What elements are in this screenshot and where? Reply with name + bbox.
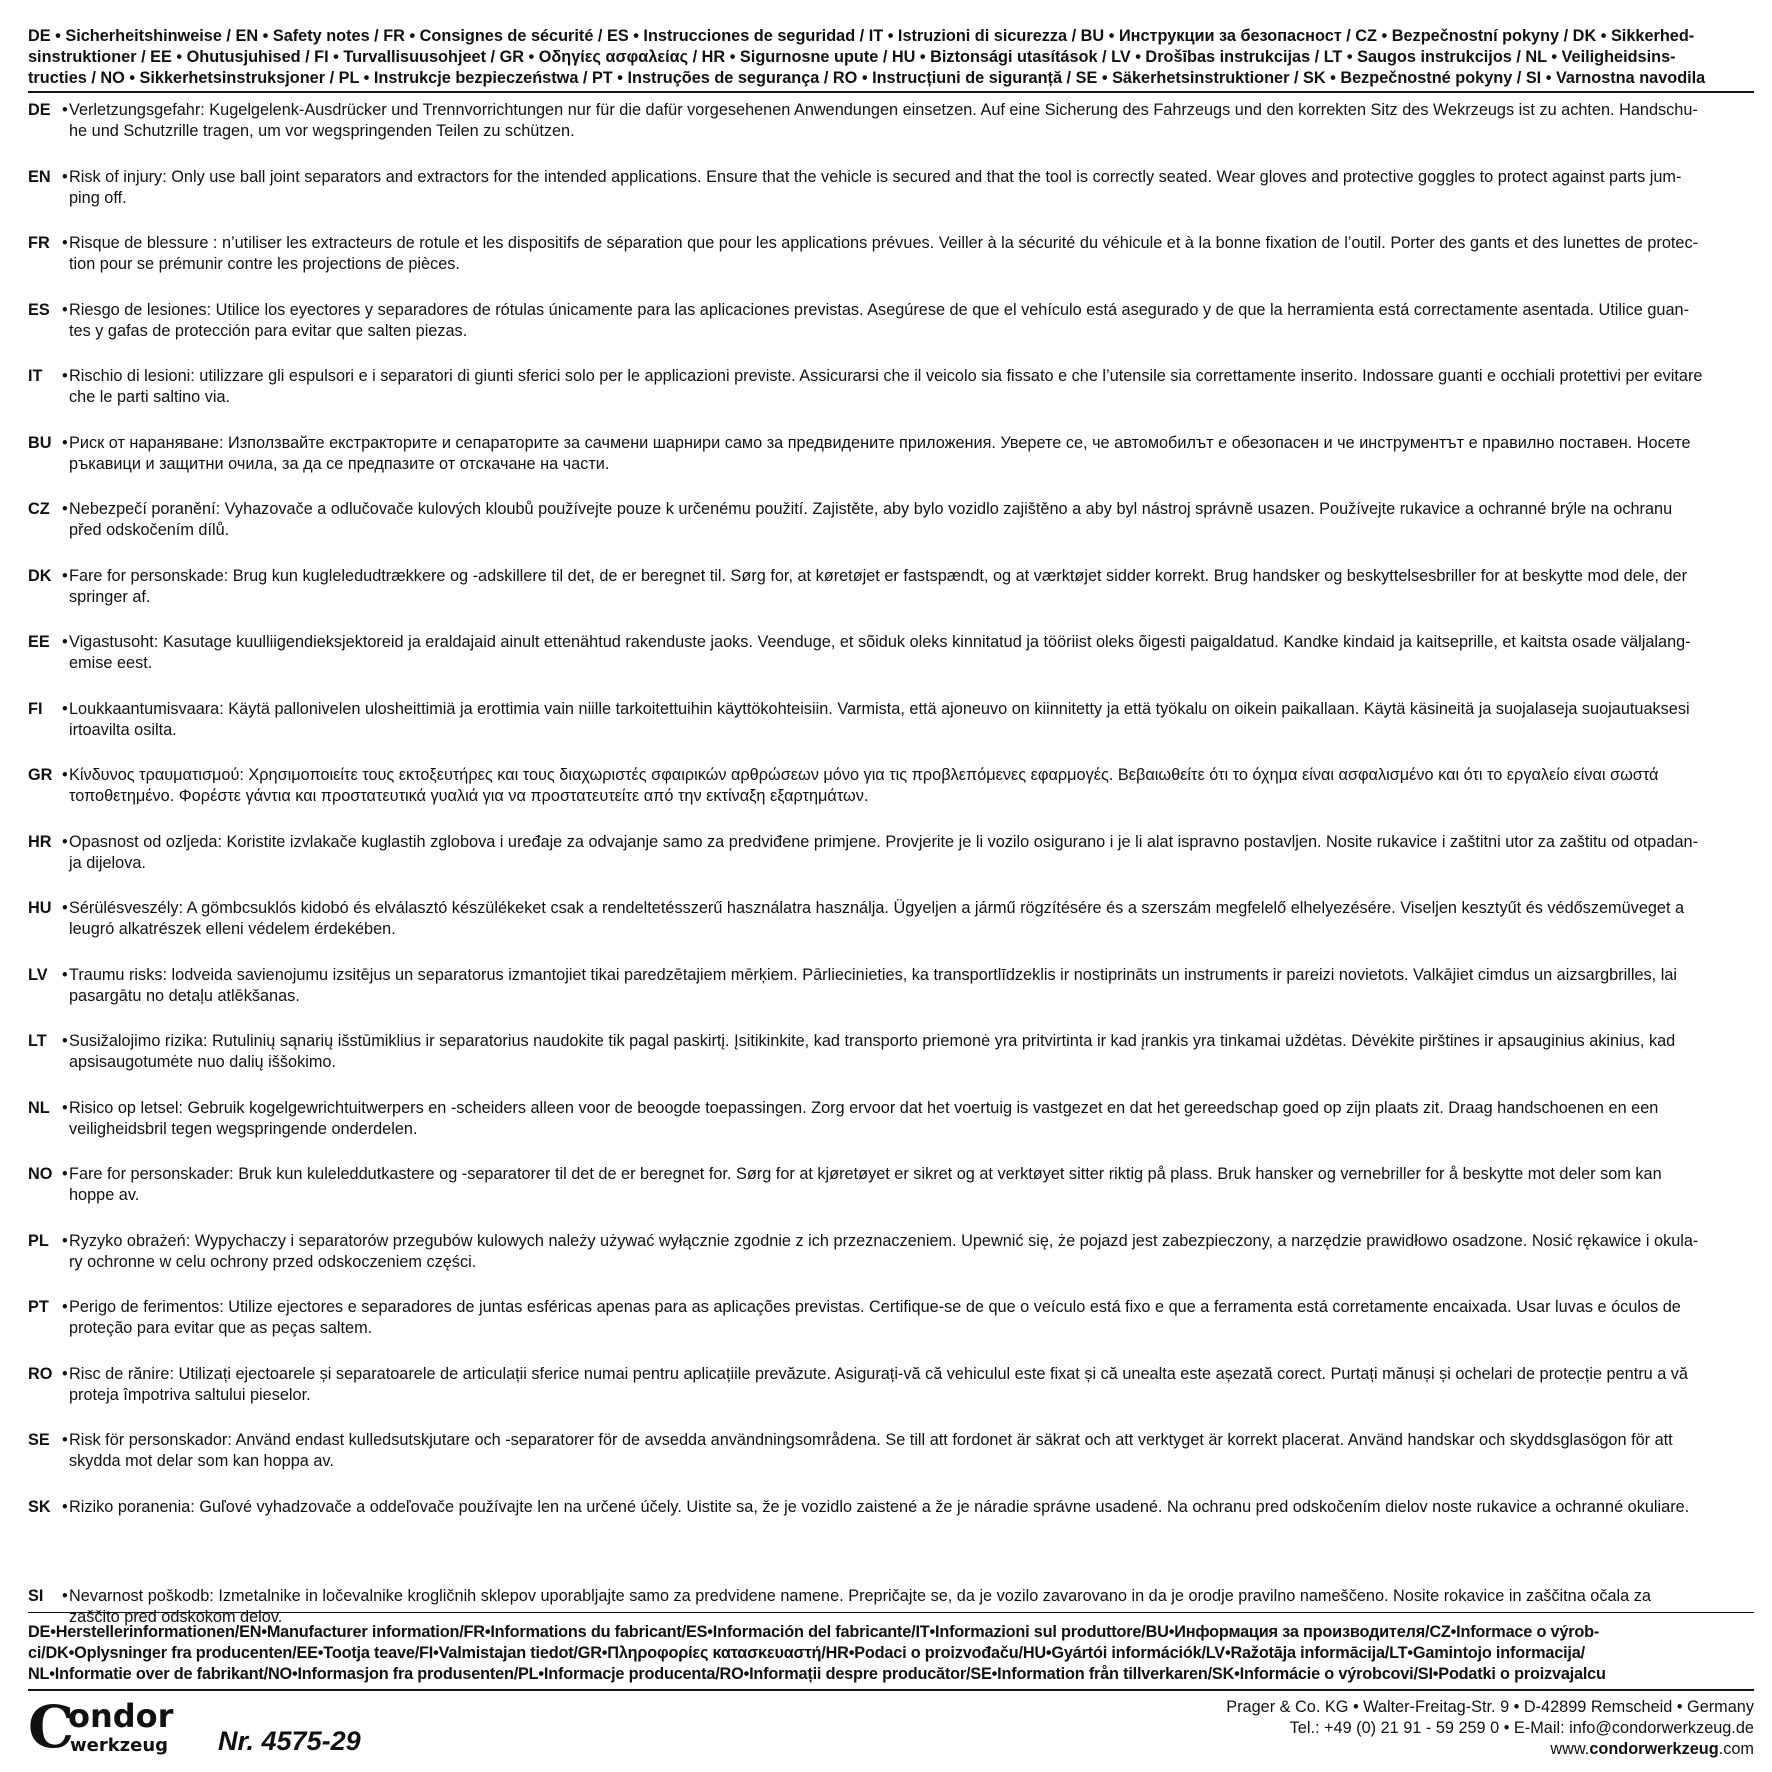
website-domain: condorwerkzeug — [1589, 1740, 1719, 1758]
logo-subtitle: werkzeug — [70, 1735, 169, 1756]
language-code: BU — [28, 434, 52, 452]
contact-line: Tel.: +49 (0) 21 91 - 59 259 0 • E-Mail: info@condorwerkzeug.de — [1289, 1719, 1754, 1737]
safety-note-text: Loukkaantumisvaara: Käytä pallonivelen ulosheittimiä ja erottimia vain niille tarkoitettuihin käyttökohteisiin. Varmista, että ajoneuvo on kiinnitetty ja että työkalu on oikein paikallaan. Käytä käsineitä ja suojalaseja suojautuaksesi irtoavilta osilta. — [69, 700, 1690, 739]
safety-note-text: Risico op letsel: Gebruik kogelgewrichtuitwerpers en -scheiders alleen voor de beoogde toepassingen. Zorg ervoor dat het voertuig is vastgezet en dat het gereedschap goed op zijn plaats zit. Draag handschoenen en een veiligheidsbril tegen wegspringende onderdelen. — [69, 1099, 1659, 1138]
language-code: EN — [28, 168, 51, 186]
bullet-separator: • — [62, 101, 68, 119]
bullet-separator: • — [62, 367, 68, 385]
language-code: LT — [28, 1032, 47, 1050]
bullet-separator: • — [62, 567, 68, 585]
safety-note-text: Risque de blessure : n’utiliser les extracteurs de rotule et les dispositifs de séparation que pour les applications prévues. Veiller à la sécurité du véhicule et à la bonne fixation de l’outil. Porter des gants et des lunettes de protec- tion pour se prémunir contre les projections de pièces. — [69, 234, 1699, 273]
bullet-separator: • — [62, 500, 68, 518]
address-line: Prager & Co. KG • Walter-Freitag-Str. 9 • D-42899 Remscheid • Germany — [1226, 1698, 1754, 1716]
bullet-separator: • — [62, 1431, 68, 1449]
safety-note-text: Perigo de ferimentos: Utilize ejectores e separadores de juntas esféricas apenas para as aplicações previstas. Certifique-se de que o veículo está fixo e que a ferramenta está corretamente encaixada. Usar luvas e óculos de proteção para evitar que as peças saltem. — [69, 1298, 1681, 1337]
language-code: FR — [28, 234, 50, 252]
safety-note-text: Opasnost od ozljeda: Koristite izvlakače kuglastih zglobova i uređaje za odvajanje samo za predviđene primjene. Provjerite je li vozilo osigurano i je li alat ispravno postavljen. Nosite rukavice i zaštitni utor za zaštitu od otpadan- ja dijelova. — [69, 833, 1698, 872]
safety-note-text: Riesgo de lesiones: Utilice los eyectores y separadores de rótulas únicamente para las aplicaciones previstas. Asegúrese de que el vehículo está asegurado y de que la herramienta está correctamente asentada. Utilice guan- tes y gafas de protección para evitar que salten piezas. — [69, 301, 1690, 340]
safety-note-text: Verletzungsgefahr: Kugelgelenk-Ausdrücker und Trennvorrichtungen nur für die dafür vorgesehenen Anwendungen einsetzen. Auf eine Sicherung des Fahrzeugs und den korrekten Sitz des Wekrzeugs ist zu achten. Handschu- he und Schutzrille tragen, um vor wegspringenden Teilen zu schützen. — [69, 101, 1698, 140]
safety-note-text: Риск от нараняване: Използвайте екстракторите и сепараторите за сачмени шарнири само за предвидените приложения. Уверете се, че автомобилът е обезопасен и че инструментът е правилно поставен. Носете ръкавици и защитни очила, за да се предпазите от отскачане на части. — [69, 434, 1691, 473]
bullet-separator: • — [62, 234, 68, 252]
bullet-separator: • — [62, 434, 68, 452]
header-title: DE • Sicherheitshinweise / EN • Safety notes / FR • Consignes de sécurité / ES • Instrucciones de seguridad / IT • Istruzioni di sicurezza / BU • Инструкции за безопасност / CZ • Bezpečnostní pokyny / DK • Sikkerhed- sinstruktioner / EE • Ohutusjuhised / FI • Turvallisuusohjeet / GR • Οδηγίες ασφαλείας / HR • Sigurnosne upute / HU • Biztonsági utasítások / LV • Drošības instrukcijas / LT • Saugos instrukcijos / NL • Veiligheidsins- tructies / NO • Sikkerhetsinstruksjoner / PL • Instrukcje bezpieczeństwa / PT • Instruções de segurança / RO • Instrucțiuni de siguranță / SE • Säkerhetsinstruktioner / SK • Bezpečnostné pokyny / SI • Varnostna navodila — [28, 27, 1706, 87]
website-link[interactable] — [1226, 1739, 1754, 1760]
bullet-separator: • — [62, 168, 68, 186]
bullet-separator: • — [62, 1498, 68, 1516]
manufacturer-address — [1226, 1697, 1754, 1760]
bullet-separator: • — [62, 1587, 68, 1605]
safety-note-text: Risk of injury: Only use ball joint separators and extractors for the intended applications. Ensure that the vehicle is secured and that the tool is correctly seated. Wear gloves and protective goggles to protect against parts jum- ping off. — [69, 168, 1682, 207]
safety-note-text: Traumu risks: lodveida savienojumu izsitējus un separatorus izmantojiet tikai paredzētajiem mērķiem. Pārliecinieties, ka transportlīdzeklis ir nostiprināts un instruments ir pareizi novietots. Valkājiet cimdus un aizsargbrilles, lai pasargātu no detaļu atlēkšanas. — [69, 966, 1677, 1005]
header-divider — [28, 91, 1754, 93]
footer-divider — [28, 1689, 1754, 1691]
website-prefix: www. — [1550, 1740, 1590, 1758]
safety-note-text: Riziko poranenia: Guľové vyhadzovače a oddeľovače používajte len na určené účely. Uistite sa, že je vozidlo zaistené a že je náradie správne usadené. Na ochranu pred odskočením dielov noste rukavice a ochranné okuliare. — [69, 1498, 1690, 1516]
bullet-separator: • — [62, 301, 68, 319]
safety-note-text: Susižalojimo rizika: Rutulinių sąnarių išstūmiklius ir separatorius naudokite tik pagal paskirtį. Įsitikinkite, kad transporto priemonė yra pritvirtinta ir kad įrankis yra tinkamai uždėtas. Dėvėkite pirštines ir apsauginius akinius, kad apsisaugotumėte nuo dalių iššokimo. — [69, 1032, 1676, 1071]
language-code: SI — [28, 1587, 44, 1605]
safety-note-text: Fare for personskader: Bruk kun kuleleddutkastere og -separatorer til det de er beregnet for. Sørg for at kjøretøyet er sikret og at verktøyet sitter riktig på plass. Bruk hansker og vernebriller for å beskytte mot deler som kan hoppe av. — [69, 1165, 1662, 1204]
safety-note-text: Sérülésveszély: A gömbcsuklós kidobó és elválasztó készülékeket csak a rendeltetésszerű használatra használja. Ügyeljen a jármű rögzítésére és a szerszám megfelelő elhelyezésére. Viseljen kesztyűt és védőszemüveget a leugró alkatrészek elleni védelem érdekében. — [69, 899, 1685, 938]
language-code: EE — [28, 633, 50, 651]
language-code: DE — [28, 101, 51, 119]
safety-note-text: Ryzyko obrażeń: Wypychaczy i separatorów przegubów kulowych należy używać wyłącznie zgodnie z ich przeznaczeniem. Upewnić się, że pojazd jest zabezpieczony, a narzędzie prawidłowo osadzone. Nosić rękawice i okula- ry ochronne w celu ochrony przed odskoczeniem części. — [69, 1232, 1699, 1271]
language-code: FI — [28, 700, 43, 718]
language-code: ES — [28, 301, 50, 319]
bullet-separator: • — [62, 1298, 68, 1316]
safety-note-text: Vigastusoht: Kasutage kuulliigendieksjektoreid ja eraldajaid ainult ettenähtud rakenduste jaoks. Veenduge, et sõiduk oleks kinnitatud ja tööriist oleks õigesti paigaldatud. Kandke kindaid ja kaitseprille, et kaitsta osade väljalang- emise eest. — [69, 633, 1691, 672]
website-suffix: .com — [1718, 1740, 1754, 1758]
bullet-separator: • — [62, 700, 68, 718]
bullet-separator: • — [62, 1232, 68, 1250]
bullet-separator: • — [62, 1032, 68, 1050]
safety-note-text: Risk för personskador: Använd endast kulledsutskjutare och -separatorer för de avsedda användningsområdena. Se till att fordonet är säkrat och att verktyget är korrekt placerat. Använd handskar och skyddsglasögon för att skydda mot delar som kan hoppa av. — [69, 1431, 1673, 1470]
safety-note-text: Nebezpečí poranění: Vyhazovače a odlučovače kulových kloubů používejte pouze k určenému použití. Zajistěte, aby bylo vozidlo zajištěno a aby byl nástroj správně usazen. Používejte rukavice a ochranné brýle na ochranu před odskočením dílů. — [69, 500, 1673, 539]
language-code: HR — [28, 833, 52, 851]
bullet-separator: • — [62, 899, 68, 917]
model-number: Nr. 4575-29 — [218, 1726, 361, 1756]
bullet-separator: • — [62, 833, 68, 851]
footer-top-divider — [28, 1612, 1754, 1613]
language-code: GR — [28, 766, 53, 784]
bullet-separator: • — [62, 966, 68, 984]
logo-initial: C — [28, 1697, 75, 1759]
language-code: RO — [28, 1365, 53, 1383]
language-code: SE — [28, 1431, 50, 1449]
safety-note-text: Nevarnost poškodb: Izmetalnike in ločevalnike krogličnih sklepov uporabljajte samo za predvidene namene. Prepričajte se, da je vozilo zavarovano in da je orodje pravilno nameščeno. Nosite rokavice in zaščitna očala za zaščito pred odskokom delov. — [69, 1587, 1651, 1626]
language-code: PT — [28, 1298, 49, 1316]
bullet-separator: • — [62, 1365, 68, 1383]
safety-note-text: Fare for personskade: Brug kun kugleledudtrækkere og -adskillere til det, de er beregnet til. Sørg for, at køretøjet er fastspændt, og at værktøjet sidder korrekt. Brug handsker og beskyttelsesbriller for at beskytte mod dele, der springer af. — [69, 567, 1688, 606]
bullet-separator: • — [62, 1099, 68, 1117]
language-code: SK — [28, 1498, 51, 1516]
footer-title: DE•Herstellerinformationen/EN•Manufacturer information/FR•Informations du fabricant/ES•Información del fabricante/IT•Informazioni sul produttore/BU•Информация за производителя/CZ•Informace o výrob- ci/DK•Oplysninger fra producenten/EE•Tootja teave/FI•Valmistajan tiedot/GR•Πληροφορίες κατασκευαστή/HR•Podaci o proizvođaču/HU•Gyártói információk/LV•Ražotāja informācija/LT•Gamintojo informacija/ NL•Informatie over de fabrikant/NO•Informasjon fra produsenten/PL•Informacje producenta/RO•Informații despre producător/SE•Information från tillverkaren/SK•Informácie o výrobcovi/SI•Podatki o proizvajalcu — [28, 1623, 1606, 1683]
language-code: HU — [28, 899, 52, 917]
safety-note-text: Rischio di lesioni: utilizzare gli espulsori e i separatori di giunti sferici solo per le applicazioni previste. Assicurarsi che il veicolo sia fissato e che l’utensile sia correttamente inserito. Indossare guanti e occhiali protettivi per evitare che le parti saltino via. — [69, 367, 1703, 406]
safety-note-text: Κίνδυνος τραυματισμού: Χρησιμοποιείτε τους εκτοξευτήρες και τους διαχωριστές σφαιρικών αρθρώσεων μόνο για τις προβλεπόμενες εφαρμογές. Βεβαιωθείτε ότι το όχημα είναι ασφαλισμένο και ότι το εργαλείο είναι σωστά τοποθετημένο. Φορέστε γάντια και προστατευτικά γυαλιά για να προστατευτείτε από την εκτίναξη εξαρτημάτων. — [69, 766, 1659, 805]
safety-note-text: Risc de rănire: Utilizați ejectoarele și separatoarele de articulații sferice numai pentru aplicațiile prevăzute. Asigurați-vă că vehiculul este fixat și că unealta este așezată corect. Purtați mănuși și ochelari de protecție pentru a vă proteja împotriva saltului pieselor. — [69, 1365, 1688, 1404]
bullet-separator: • — [62, 766, 68, 784]
language-code: NO — [28, 1165, 53, 1183]
logo-wordmark: ondor — [68, 1697, 174, 1735]
language-code: PL — [28, 1232, 49, 1250]
language-code: LV — [28, 966, 48, 984]
language-code: IT — [28, 367, 43, 385]
language-code: NL — [28, 1099, 50, 1117]
language-code: DK — [28, 567, 52, 585]
bullet-separator: • — [62, 633, 68, 651]
condor-logo — [28, 1697, 193, 1759]
language-code: CZ — [28, 500, 50, 518]
bullet-separator: • — [62, 1165, 68, 1183]
